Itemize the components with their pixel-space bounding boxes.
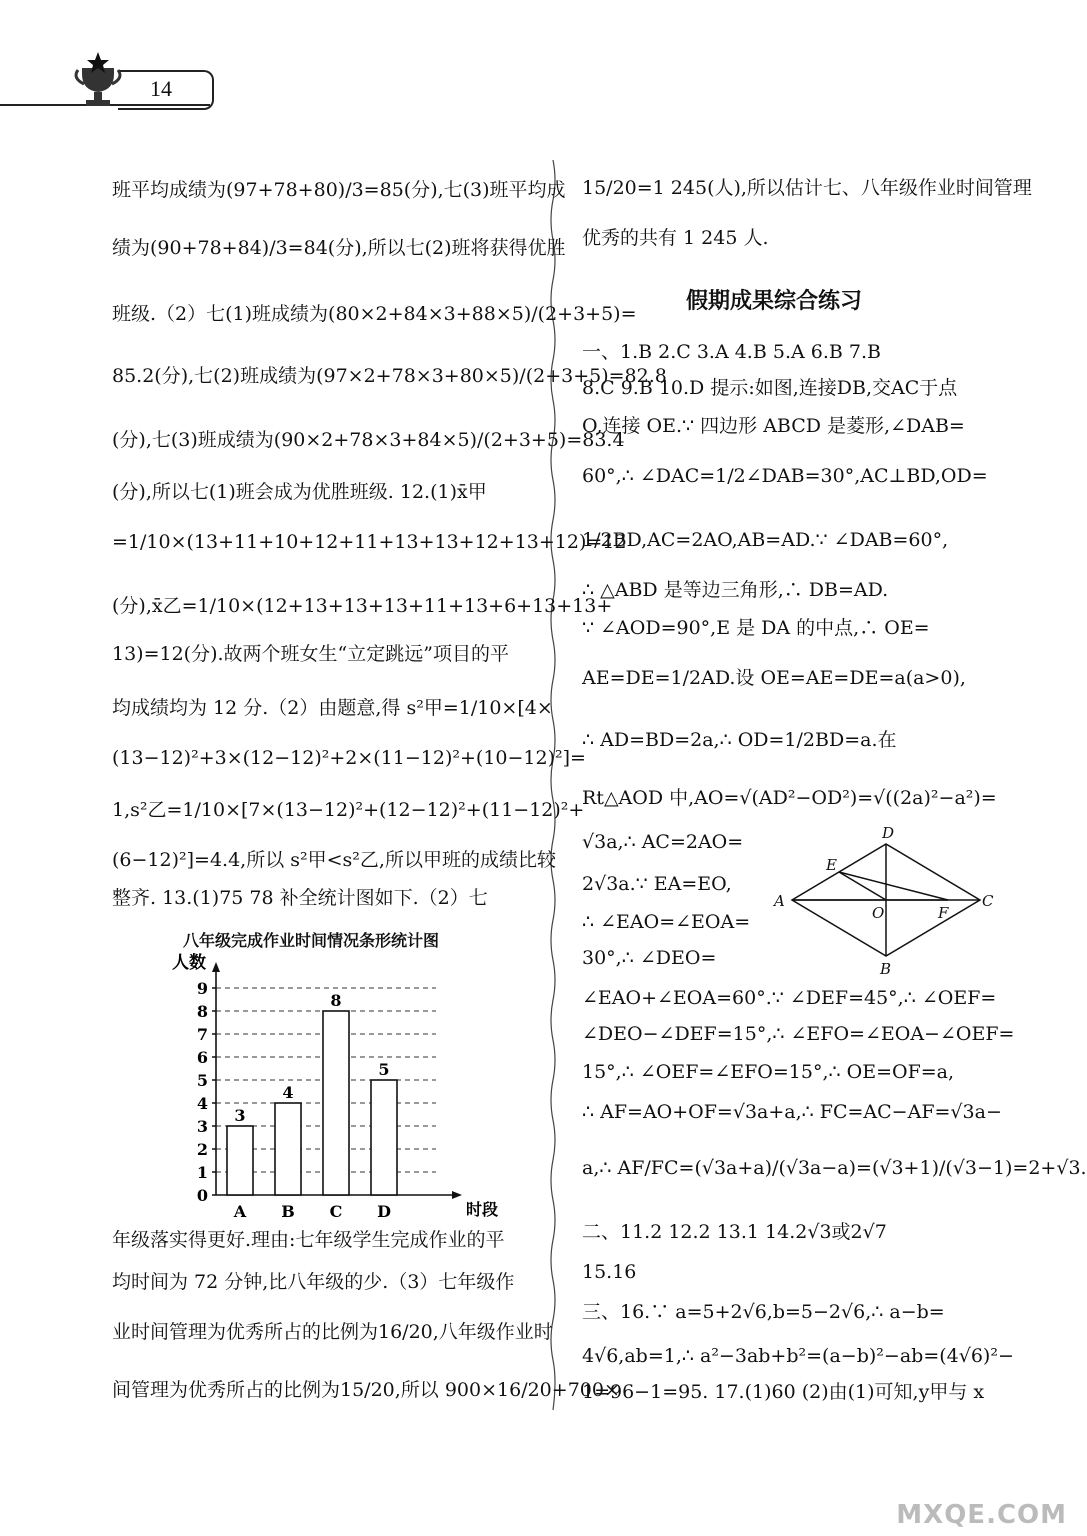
rhombus-figure [770,820,1000,980]
y-axis-arrow [212,962,220,972]
right-line: 二、11.2 12.2 13.1 14.2√3或2√7 [582,1221,887,1243]
trophy-icon [68,50,128,110]
y-tick-label: 6 [196,1048,208,1067]
left-line: =1/10×(13+11+10+12+11+13+13+12+13+12)=12 [112,531,627,553]
right-line: 15.16 [582,1261,637,1283]
data-label: 5 [378,1060,390,1079]
right-line: Rt△AOD 中,AO=√(AD²−OD²)=√((2a)²−a²)= [582,787,997,809]
column-divider [548,160,558,1410]
y-tick-label: 1 [196,1163,208,1182]
left-line: 整齐. 13.(1)75 78 补全统计图如下.（2）七 [112,887,488,909]
left-line: 年级落实得更好.理由:七年级学生完成作业的平 [112,1229,505,1251]
point-label-e: E [826,856,837,874]
left-line: (13−12)²+3×(12−12)²+2×(11−12)²+(10−12)²]= [112,747,586,769]
right-line: √3a,∴ AC=2AO= [582,831,744,853]
left-line: 13)=12(分).故两个班女生“立定跳远”项目的平 [112,643,509,665]
right-line: ∴ △ABD 是等边三角形,∴ DB=AD. [582,579,889,601]
bar [227,1126,253,1195]
right-line: 1/2BD,AC=2AO,AB=AD.∵ ∠DAB=60°, [582,529,949,551]
right-line: 一、1.B 2.C 3.A 4.B 5.A 6.B 7.B [582,341,881,363]
y-tick-label: 2 [196,1140,208,1159]
section-title: 假期成果综合练习 [686,289,863,314]
x-tick-label: B [281,1202,295,1221]
y-tick-label: 5 [196,1071,208,1090]
right-line: 8.C 9.B 10.D 提示:如图,连接DB,交AC于点 [582,377,958,399]
bar-chart [160,950,499,1225]
left-line: (分),七(3)班成绩为(90×2+78×3+84×5)/(2+3+5)=83.4 [112,429,625,451]
y-tick-label: 9 [196,979,208,998]
bar [275,1103,301,1195]
x-axis-arrow [452,1191,462,1199]
x-tick-label: C [329,1202,343,1221]
right-line: ∠DEO−∠DEF=15°,∴ ∠EFO=∠EOA−∠OEF= [582,1023,1015,1045]
right-line: ∠EAO+∠EOA=60°.∵ ∠DEF=45°,∴ ∠OEF= [582,987,997,1009]
bar [371,1080,397,1195]
data-label: 4 [282,1083,294,1102]
y-tick-label: 8 [196,1002,208,1021]
point-label-a: A [774,892,785,910]
right-line: 15/20=1 245(人),所以估计七、八年级作业时间管理 [582,177,1032,199]
right-line: a,∴ AF/FC=(√3a+a)/(√3a−a)=(√3+1)/(√3−1)=2+√3. [582,1157,1087,1179]
left-line: (分),所以七(1)班会成为优胜班级. 12.(1)x̄甲 [112,481,487,503]
left-line: 间管理为优秀所占的比例为15/20,所以 900×16/20+700× [112,1379,620,1401]
left-line: 业时间管理为优秀所占的比例为16/20,八年级作业时 [112,1321,553,1343]
left-line: 均时间为 72 分钟,比八年级的少.（3）七年级作 [112,1271,515,1293]
y-axis-label: 人数 [172,953,206,973]
right-line: 4√6,ab=1,∴ a²−3ab+b²=(a−b)²−ab=(4√6)²− [582,1345,1014,1367]
right-line: 1=96−1=95. 17.(1)60 (2)由(1)可知,y甲与 x [582,1381,985,1403]
right-line: 2√3a.∵ EA=EO, [582,873,732,895]
point-label-o: O [872,904,885,922]
right-line: ∴ AD=BD=2a,∴ OD=1/2BD=a.在 [582,729,897,751]
right-line: 60°,∴ ∠DAC=1/2∠DAB=30°,AC⊥BD,OD= [582,465,988,487]
data-label: 3 [234,1106,246,1125]
right-line: ∴ AF=AO+OF=√3a+a,∴ FC=AC−AF=√3a− [582,1101,1002,1123]
point-label-d: D [882,824,895,842]
right-line: 15°,∴ ∠OEF=∠EFO=15°,∴ OE=OF=a, [582,1061,955,1083]
right-line: 三、16.∵ a=5+2√6,b=5−2√6,∴ a−b= [582,1301,945,1323]
right-line: ∴ ∠EAO=∠EOA= [582,911,751,933]
left-line: (6−12)²]=4.4,所以 s²甲<s²乙,所以甲班的成绩比较 [112,849,556,871]
left-line: 班平均成绩为(97+78+80)/3=85(分),七(3)班平均成 [112,179,566,201]
y-tick-label: 7 [196,1025,208,1044]
left-line: 1,s²乙=1/10×[7×(13−12)²+(12−12)²+(11−12)²+ [112,799,585,821]
right-line: AE=DE=1/2AD.设 OE=AE=DE=a(a>0), [582,667,966,689]
left-line: 绩为(90+78+84)/3=84(分),所以七(2)班将获得优胜 [112,237,566,259]
bar [323,1011,349,1195]
point-label-b: B [880,960,892,978]
chart-title: 八年级完成作业时间情况条形统计图 [183,931,440,950]
y-tick-label: 4 [196,1094,208,1113]
x-tick-label: D [377,1202,391,1221]
point-label-c: C [982,892,994,910]
right-line: O,连接 OE.∵ 四边形 ABCD 是菱形,∠DAB= [582,415,965,437]
watermark: MXQE.COM [896,1500,1067,1530]
left-line: 均成绩均为 12 分.（2）由题意,得 s²甲=1/10×[4× [112,697,553,719]
data-label: 8 [330,991,342,1010]
y-tick-label: 3 [196,1117,208,1136]
y-tick-label: 0 [196,1186,208,1205]
x-axis-label: 时段 [466,1200,499,1219]
left-line: 85.2(分),七(2)班成绩为(97×2+78×3+80×5)/(2+3+5)=82.8 [112,365,667,387]
left-line: (分),x̄乙=1/10×(12+13+13+13+11+13+6+13+13+ [112,595,613,617]
right-line: ∵ ∠AOD=90°,E 是 DA 的中点,∴ OE= [582,617,930,639]
x-tick-label: A [233,1202,247,1221]
right-line: 优秀的共有 1 245 人. [582,227,769,249]
right-line: 30°,∴ ∠DEO= [582,947,717,969]
left-line: 班级.（2）七(1)班成绩为(80×2+84×3+88×5)/(2+3+5)= [112,303,637,325]
page-number: 14 [150,76,172,101]
point-label-f: F [938,904,949,922]
